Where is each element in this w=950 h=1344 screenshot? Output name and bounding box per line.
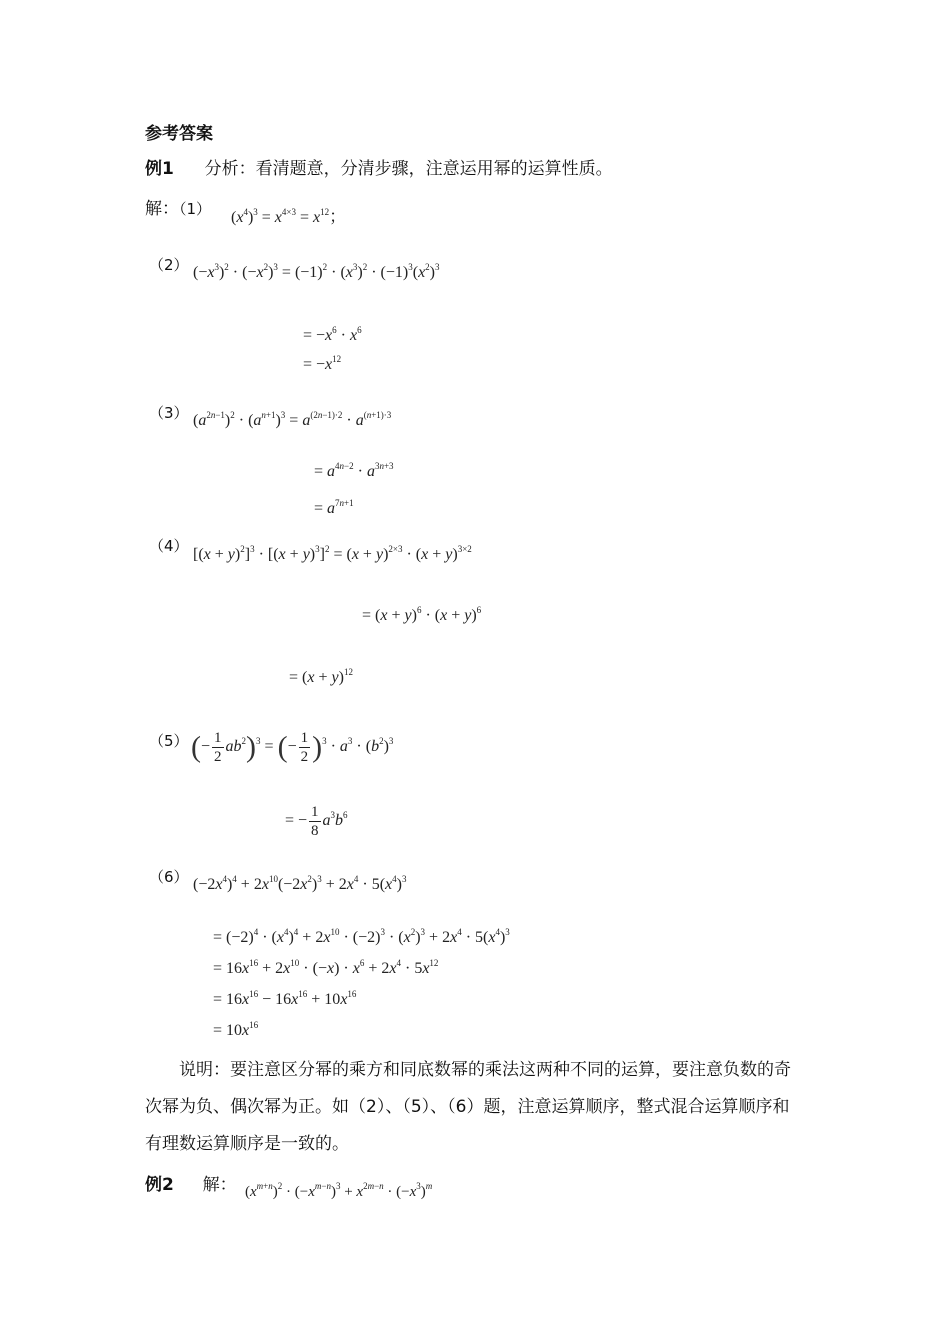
part-4-formula-line-3: = $(x + y)^{12}$ xyxy=(289,667,353,686)
example-1-header xyxy=(145,154,613,179)
part-6-formula-line-2: = $(-2)^4 \cdot (x^4)^4 + 2x^{10} \cdot (-2)^3 \cdot (x^2)^3 + 2x^4 \cdot 5(x^4)^3$ xyxy=(213,927,510,946)
example-2-label: 例2 xyxy=(145,1175,174,1195)
part-1-formula: $(x^4)^3 = x^{4\times 3} = x^{12}$； xyxy=(231,207,347,227)
part-2-formula-line-3: = $-x^{12}$ xyxy=(303,354,342,373)
part-1-label: （1） xyxy=(179,200,212,218)
part-3-formula-line-2: = $a^{4n-2} \cdot a^{3n+3}$ xyxy=(314,461,394,480)
example-2-header xyxy=(145,1170,237,1195)
section-title: 参考答案 xyxy=(145,124,213,144)
part-2-formula-line-2: = $-x^6 \cdot x^6$ xyxy=(303,325,362,344)
part-5-label: （5） xyxy=(149,732,189,750)
part-4-formula-line-1: $[(x + y)^2]^3 \cdot [(x + y)^3]^2 = (x + y)^{2\times 3} \cdot (x + y)^{3\times 2}$ xyxy=(193,544,472,563)
part-6-formula-line-1: $(-2x^4)^4 + 2x^{10}(-2x^2)^3 + 2x^4 \cdot 5(x^4)^3$ xyxy=(193,874,407,893)
part-6-formula-line-5: = $10x^{16}$ xyxy=(213,1020,259,1039)
note-paragraph: 说明：要注意区分幂的乘方和同底数幂的乘法这两种不同的运算，要注意负数的奇次幂为负、偶次幂为正。如（2）、（5）、（6）题，注意运算顺序，整式混合运算顺序和有理数运算顺序是一致的。 xyxy=(145,1060,791,1154)
part-5-formula-line-1: (− $\frac{1}{2}$ $ab^2)^3$ = (− $\frac{1}{2}$ )$^3 \cdot a^3 \cdot (b^2)^3$ xyxy=(191,730,394,765)
part-6-formula-line-3: = $16x^{16} + 2x^{10} \cdot (-x) \cdot x^6 + 2x^4 \cdot 5x^{12}$ xyxy=(213,958,439,977)
part-5-formula-line-2: = − $\frac{1}{8}$ $a^3b^6$ xyxy=(285,804,348,839)
part-2-formula-line-1: $(-x^3)^2 \cdot (-x^2)^3 = (-1)^2 \cdot (x^3)^2 \cdot (-1)^3(x^2)^3$ xyxy=(193,262,440,281)
part-3-formula-line-1: $(a^{2n-1})^2 \cdot (a^{n+1})^3 = a^{(2n-1)\cdot 2} \cdot a^{(n+1)\cdot 3}$ xyxy=(193,410,392,429)
example-1-analysis: 分析：看清题意，分清步骤，注意运用幂的运算性质。 xyxy=(204,159,613,179)
part-4-formula-line-2: = $(x + y)^6 \cdot (x + y)^6$ xyxy=(362,605,482,624)
part-3-formula-line-3: = $a^{7n+1}$ xyxy=(314,498,354,517)
example-2-solution-prefix: 解： xyxy=(202,1175,237,1195)
part-3-label: （3） xyxy=(149,404,189,422)
part-6-formula-line-4: = $16x^{16} - 16x^{16} + 10x^{16}$ xyxy=(213,989,357,1008)
example-1-label: 例1 xyxy=(145,159,174,179)
solution-prefix: 解：（1） xyxy=(145,199,212,219)
part-6-label: （6） xyxy=(149,868,189,886)
part-2-label: （2） xyxy=(149,256,189,274)
part-1-semicolon: ； xyxy=(329,207,347,227)
example-2-formula: $(x^{m+n})^2 \cdot (-x^{m-n})^3 + x^{2m-n} \cdot (-x^3)^m$ xyxy=(245,1181,433,1200)
part-4-label: （4） xyxy=(149,537,189,555)
